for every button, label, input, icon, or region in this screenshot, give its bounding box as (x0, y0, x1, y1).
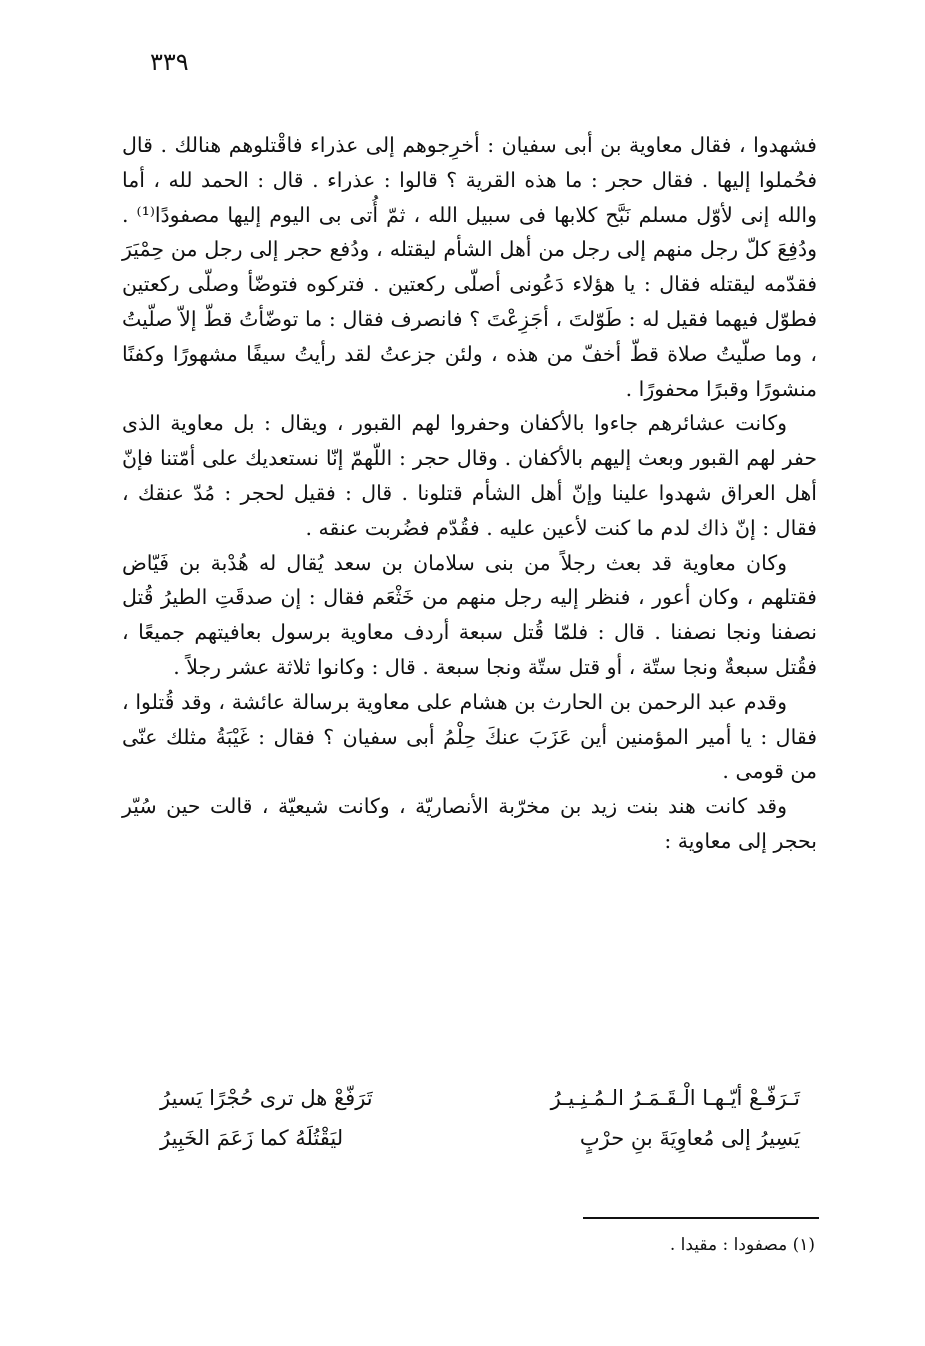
main-text (122, 128, 817, 859)
paragraph: وكان معاوية قد بعث رجلاً من بنى سلامان بن سعد يُقال له هُدْبة بن فَيّاض فقتلهم ، وكان أعور ، فنظر إليه رجل منهم من خَثْعَم فقال : إن صدقَتِ الطيرُ قُتل نصفنا ونجا نصفنا . قال : فلمّا قُتل سبعة أردف معاوية برسول بعافيتهم جميعًا ، فقُتل سبعةٌ ونجا ستّة ، أو قتل ستّة ونجا سبعة . قال : وكانوا ثلاثة عشر رجلاً . (122, 550, 817, 679)
poem (160, 1078, 800, 1158)
page-number: ٣٣٩ (150, 48, 189, 76)
footnote: (١) مصفودا : مقيدا . (669, 1235, 815, 1255)
poem-hemistich-first: تَـرَفّـعْ أيّـهـا الْـقَـمَـرُ الـمُـنِـيـرُ (550, 1086, 800, 1110)
paragraph: وقدم عبد الرحمن بن الحارث بن هشام على معاوية برسالة عائشة ، وقد قُتلوا ، فقال : يا أمير المؤمنين أين عَزَبَ عنكَ حِلْمُ أبى سفيان ؟ فقال : غَيْبَةُ مثلك عنّى من قومى . (122, 689, 817, 784)
paragraph: وقد كانت هند بنت زيد بن مخرّبة الأنصاريّة ، وكانت شيعيّة ، قالت حين سُيّر بحجر إلى معاوية : (122, 794, 817, 853)
poem-hemistich-second: تَرَفّعْ هل ترى حُجْرًا يَسيرُ (160, 1086, 373, 1110)
poem-verse (160, 1118, 800, 1158)
poem-verse (160, 1078, 800, 1118)
paragraph: وكانت عشائرهم جاءوا بالأكفان وحفروا لهم القبور ، ويقال : بل معاوية الذى حفر لهم القبور وبعث إليهم بالأكفان . وقال حجر : اللّهمّ إنّا نستعديك على أمّتنا فإنّ أهل العراق شهدوا علينا وإنّ أهل الشأم قتلونا . قال : فقيل لحجر : مُدّ عنقك ، فقال : إنّ ذاك لدم ما كنت لأعين عليه . فقُدّم فضُربت عنقه . (122, 411, 817, 540)
footnote-divider (583, 1217, 819, 1219)
poem-hemistich-second: ليَقْتُلَهُ كما زَعَمَ الخَبِيرُ (160, 1126, 344, 1150)
paragraph: فشهدوا ، فقال معاوية بن أبى سفيان : أخرِجوهم إلى عذراء فاقْتلوهم هنالك . قال فحُملوا إليها . فقال حجر : ما هذه القرية ؟ قالوا : عذراء . قال : الحمد لله ، أما والله إنى لأوّل مسلم نَبَّح كلابها فى سبيل الله ، ثمّ أُتى بى اليوم إليها مصفودًا⁽¹⁾ . ودُفِعَ كلّ رجل منهم إلى رجل من أهل الشأم ليقتله ، ودُفع حجر إلى رجل من حِمْيَرَ فقدّمه ليقتله فقال : يا هؤلاء دَعُونى أصلّى ركعتين . فتركوه فتوضّأ وصلّى ركعتين فطوّل فيهما فقيل له : طَوّلتَ ، أجَزِعْتَ ؟ فانصرف فقال : ما توضّأتُ قطّ إلاّ صلّيتُ ، وما صلّيتُ صلاة قطّ أخفّ من هذه ، ولئن جزعتُ لقد رأيتُ سيفًا مشهورًا وكفنًا منشورًا وقبرًا محفورًا . (122, 133, 817, 401)
poem-hemistich-first: يَسِيرُ إلى مُعاوِيَةَ بنِ حرْبٍ (579, 1126, 800, 1150)
